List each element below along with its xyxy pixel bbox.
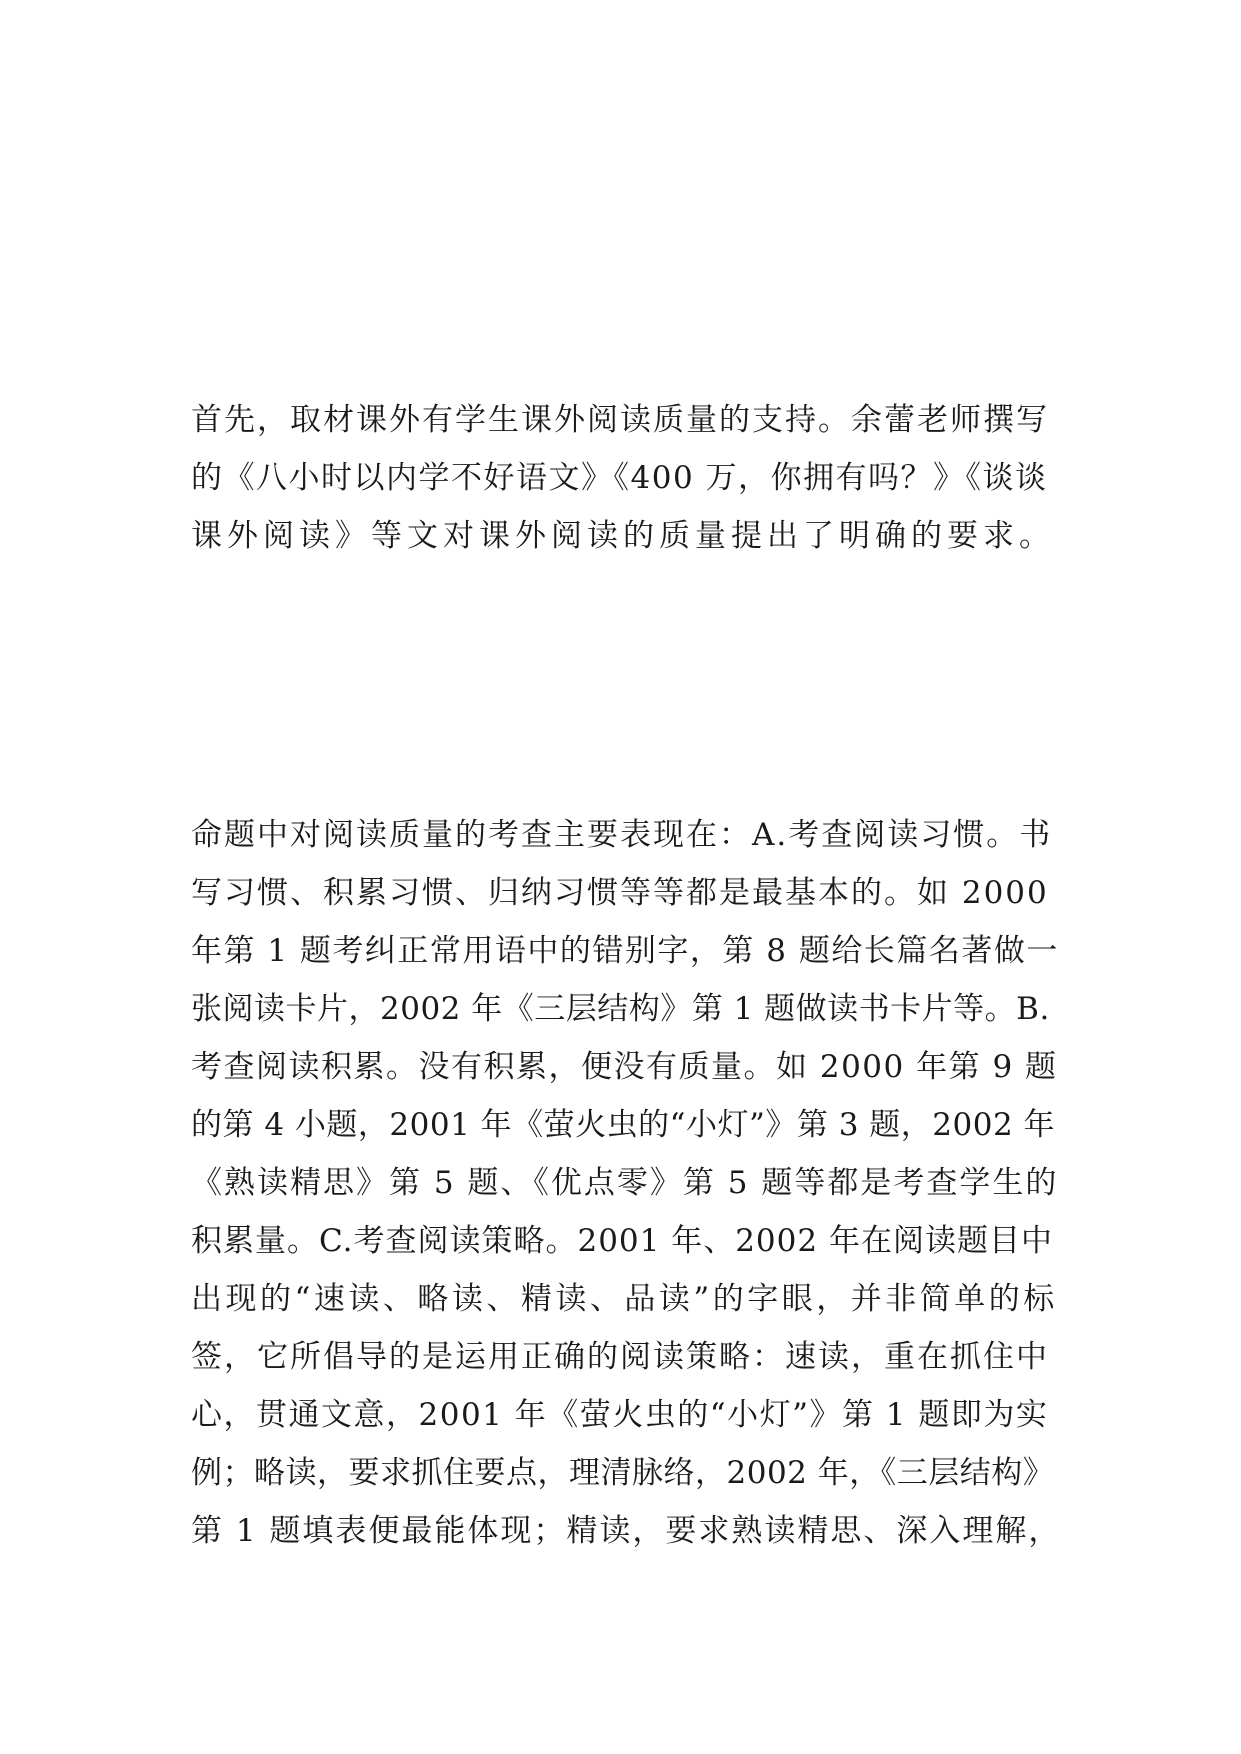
text-line: 例；略读，要求抓住要点，理清脉络，2002 年，《三层结构》 bbox=[191, 1455, 1055, 1491]
text-line: 张阅读卡片，2002 年《三层结构》第 1 题做读书卡片等。B. bbox=[191, 991, 1050, 1027]
text-line: 写习惯、积累习惯、归纳习惯等等都是最基本的。如 2000 bbox=[191, 875, 1049, 911]
text-line: 的第 4 小题，2001 年《萤火虫的“小灯”》第 3 题，2002 年 bbox=[191, 1107, 1056, 1143]
text-line: 首先，取材课外有学生课外阅读质量的支持。余蕾老师撰写 bbox=[191, 402, 1049, 438]
text-line: 心，贯通文意，2001 年《萤火虫的“小灯”》第 1 题即为实 bbox=[191, 1397, 1049, 1433]
text-line: 的《八小时以内学不好语文》《400 万，你拥有吗？》《谈谈 bbox=[191, 460, 1048, 496]
text-line: 第 1 题填表便最能体现；精读，要求熟读精思、深入理解， bbox=[191, 1513, 1062, 1549]
text-line: 课外阅读》等文对课外阅读的质量提出了明确的要求。 bbox=[191, 518, 1055, 554]
text-line: 签，它所倡导的是运用正确的阅读策略：速读，重在抓住中 bbox=[191, 1339, 1049, 1375]
text-line: 年第 1 题考纠正常用语中的错别字，第 8 题给长篇名著做一 bbox=[191, 933, 1059, 969]
text-line: 出现的“速读、略读、精读、品读”的字眼，并非简单的标 bbox=[191, 1281, 1058, 1317]
text-line: 考查阅读积累。没有积累，便没有质量。如 2000 年第 9 题 bbox=[191, 1049, 1058, 1085]
text-line: 命题中对阅读质量的考查主要表现在：A.考查阅读习惯。书 bbox=[191, 817, 1053, 853]
text-line: 《熟读精思》第 5 题、《优点零》第 5 题等都是考查学生的 bbox=[191, 1165, 1059, 1201]
text-line: 积累量。C.考查阅读策略。2001 年、2002 年在阅读题目中 bbox=[191, 1223, 1053, 1259]
